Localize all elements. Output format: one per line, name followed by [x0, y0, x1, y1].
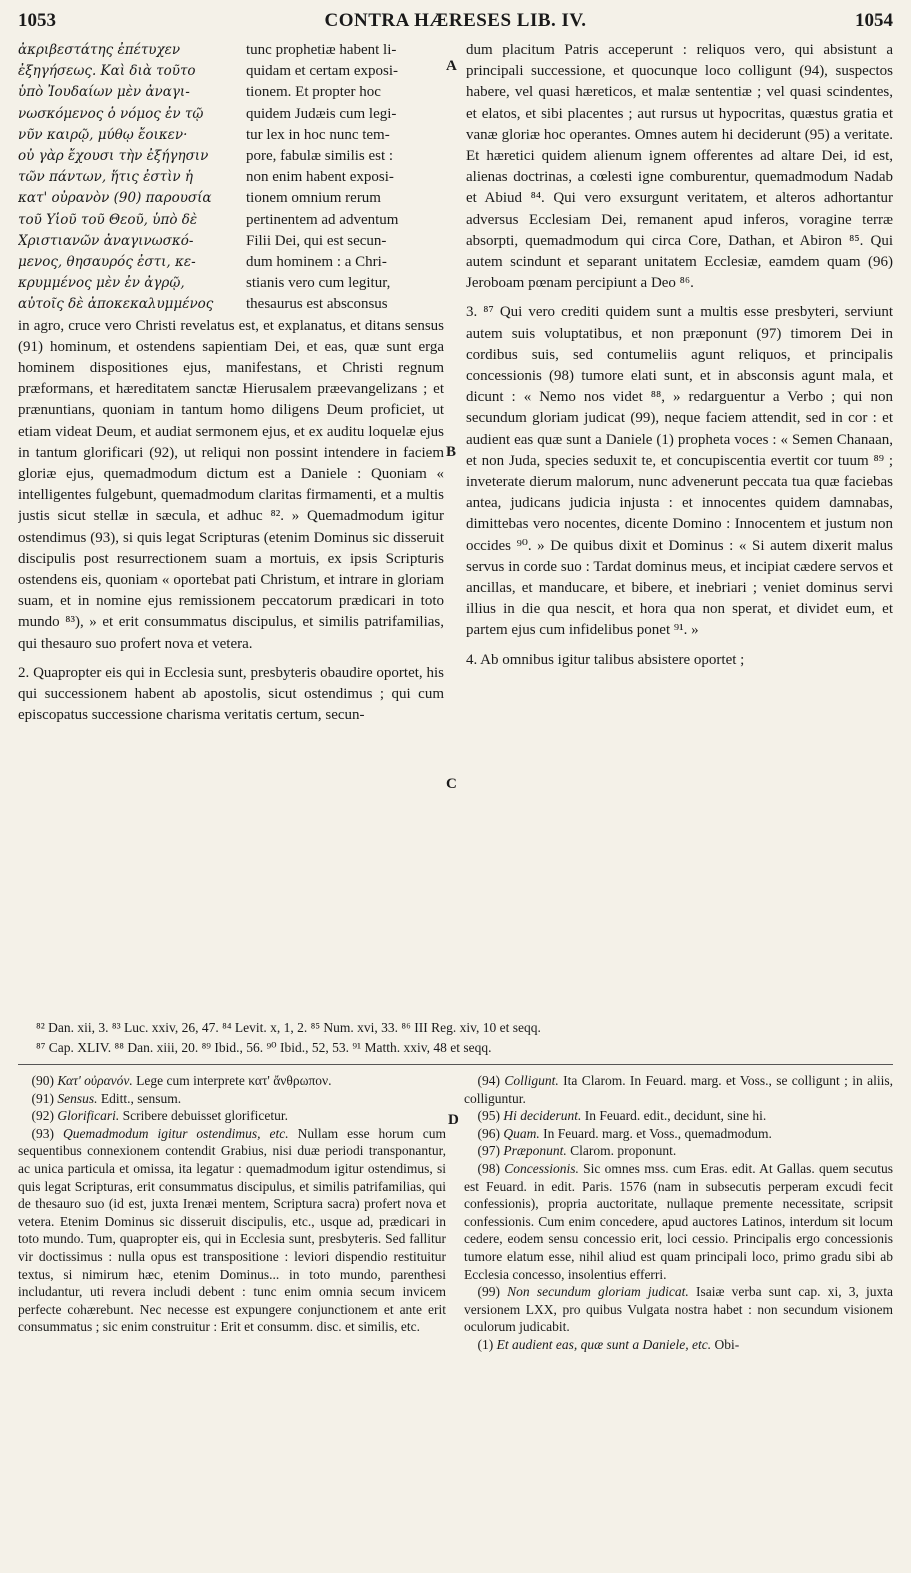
- latin-line: tionem omnium rerum: [246, 190, 381, 207]
- footnote-text: Ita Clarom. In Feuard. marg. et Voss., se colligunt ; in aliis, colliguntur.: [464, 1073, 893, 1106]
- margin-letter-b: B: [446, 444, 457, 460]
- latin-version: [246, 40, 444, 316]
- latin-line: tur lex in hoc nunc tem-: [246, 126, 390, 143]
- right-paragraph-3: 4. Ab omnibus igitur talibus absistere oportet ;: [466, 651, 745, 668]
- footnote-text: Clarom. proponunt.: [570, 1143, 677, 1159]
- footnote-lemma: Colligunt.: [504, 1073, 559, 1088]
- footnote-lemma: Glorificari.: [57, 1108, 120, 1124]
- footnote: [464, 1283, 893, 1336]
- latin-line: thesaurus est absconsus: [246, 296, 388, 313]
- left-column: [18, 40, 444, 1012]
- left-paragraph-1: in agro, cruce vero Christi revelatus est, et explanatus, et ditans sensus (91) hominum, et ostendens sapientiam Dei, et eas, quæ sunt erga hominem dispositiones ejus, manifestans, et Christi regnum præformans, et hæreditatem sanctæ Hierusalem præevangelizans ; et prænuntians, quoniam in tantum homo diligens Deum proficiet, ut etiam videat Deum, et audiat sermonem ejus, et ex auditu loquelæ ejus in tantum glorificari (92), ut reliqui non possint intendere in faciem gloriæ ejus, quemadmodum dictum est a Daniele : Quoniam « intelligentes fulgebunt, quemadmodum claritas firmamenti, et a multis justis sicut stellæ in sæcula, et adhuc ⁸². » Quemadmodum igitur ostendimus (93), si quis legat Scripturas (etenim Dominus sic disseruit discipulis post resurrectionem suam a mortuis, ex ipsis Scripturis ostendens eis, quoniam « oportebat pati Christum, et intrare in gloriam suam, et in nomine ejus remissionem peccatorum prædicari in toto mundo ⁸³), » et erit consummatus discipulus, et similis patrifamilias, qui thesauro suo profert nova et vetera.: [18, 317, 444, 652]
- greek-line: ἐξηγήσεως. Καὶ διὰ τοῦτο: [18, 63, 196, 80]
- right-paragraph-2: 3. ⁸⁷ Qui vero crediti quidem sunt a multis esse presbyteri, serviunt autem suis voluptatibus, et non præponunt (97) timorem Dei in cordibus suis, sed contumeliis agunt reliquos, et principalis concessionis (98) tumore elati sunt, et in absconsis agunt mala, et dicunt : « Nemo nos videt ⁸⁸, » redarguentur a Verbo ; qui non secundum gloriam judicat (99), neque faciem attendit, sed in cor : et audient eas quæ sunt a Daniele (1) propheta voces : « Semen Chanaan, et non Juda, species seduxit te, et concupiscentia evertit cor tuum ⁸⁹ ; inveterate dierum malorum, nunc advenerunt peccata tua quæ faciebas antea, judicans judicia injusta : et innocentes quidem damnabas, dimittebas vero nocentes, dicente Domino : Innocentem et justum non occides ⁹⁰. » De quibus dixit et Dominus : « Si autem dixerit malus servus in corde suo : Tardat dominus meus, et incipiat cædere servos et ancillas, et manducare, et bibere, et inebriari ; veniet dominus servi illius in die qua nescit, et hora qua non sperat, et dividet eum, et partem ejus cum infidelibus ponet ⁹¹. »: [466, 304, 893, 639]
- running-title: CONTRA HÆRESES LIB. IV.: [324, 10, 587, 31]
- footnote-number: (90): [31, 1073, 54, 1088]
- right-paragraph-1: dum placitum Patris acceperunt : reliquos vero, qui absistunt a principali successione, et quocunque loco colligunt (94), suspectos habere, vel quasi hæreticos, et malæ sententiæ ; vel quasi scindentes, et elatos, et sibi placentes ; aut rursus ut hypocritas, quæstus gratia et vanæ gloriæ hoc operantes. Omnes autem hi deciderunt (95) a veritate. Et hæretici quidem alienum ignem offerentes ad altare Dei, id est, alienas doctrinas, a cœlesti igne comburentur, quemadmodum Nadab et Abiud ⁸⁴. Qui vero exsurgunt veritatem, et alteros adhortantur adversus Ecclesiam Dei, remanent apud inferos, voragine terræ absorpti, quemadmodum qui circa Core, Dathan, et Abiron ⁸⁵. Qui autem scindunt et separant unitatem Ecclesiæ, eamdem quam (96) Jeroboam pœnam percipiunt a Deo ⁸⁶.: [466, 42, 893, 292]
- footnote: [464, 1072, 893, 1107]
- greek-text: [18, 40, 240, 316]
- footnotes-right-column: [464, 1072, 893, 1567]
- greek-line: μενος, θησαυρός ἐστι, κε-: [18, 254, 196, 271]
- footnote-number: (93): [31, 1125, 54, 1141]
- footnote-lemma: Non secundum gloriam judicat.: [507, 1284, 689, 1300]
- footnote-number: (92): [31, 1108, 54, 1124]
- footnote-text: Editt., sensum.: [100, 1090, 182, 1106]
- footnote-lemma: Concessionis.: [504, 1160, 579, 1176]
- footnote-text: Sic omnes mss. cum Eras. edit. At Gallas. quem secutus est Feuard. in edit. Paris. 1576 (nam in subsecutis perperam excudi fecit confessionis), propria auctoritate, nullaque premente necessitate, scripsit confessionis. Cum enim concedere, apud auctores Latinos, interdum sit locum cedere, eodem sensu concessio erit, loci cessio. Principalis ergo concessionis tumore elatum esse, nihil aliud est quam principali loco, primo gradu sibi ab Ecclesia concesso, insolentius efferri.: [464, 1160, 893, 1282]
- footnote-divider: [18, 1064, 893, 1065]
- footnote-text: Lege cum interprete κατ' ἄνθρωπον.: [136, 1073, 332, 1088]
- greek-line: Χριστιανῶν ἀναγινωσκό-: [18, 232, 194, 249]
- footnote: [18, 1107, 446, 1125]
- footnote-text: Isaiæ verba sunt cap. xi, 3, juxta versionem LXX, pro quibus Vulgata nostra habet : non secundum visionem oculorum judicabit.: [464, 1284, 893, 1335]
- footnote-lemma: Præponunt.: [503, 1143, 567, 1159]
- footnote-text: In Feuard. edit., decidunt, sine hi.: [584, 1108, 767, 1124]
- reference-line: ⁸² Dan. xii, 3. ⁸³ Luc. xxiv, 26, 47. ⁸⁴ Levit. x, 1, 2. ⁸⁵ Num. xvi, 33. ⁸⁶ III Reg. xiv, 10 et seqq.: [36, 1020, 541, 1035]
- footnote-number: (98): [477, 1160, 500, 1176]
- latin-line: non enim habent exposi-: [246, 169, 394, 186]
- margin-letter-a: A: [446, 58, 457, 74]
- latin-line: tunc prophetiæ habent li-: [246, 42, 397, 58]
- bilingual-block: [18, 40, 444, 316]
- footnote: [464, 1160, 893, 1283]
- footnote-number: (91): [31, 1090, 54, 1106]
- greek-line: νῦν καιρῷ, μύθῳ ἔοικεν·: [18, 126, 188, 143]
- scripture-references: [36, 1018, 896, 1058]
- footnote-number: (99): [477, 1284, 500, 1300]
- latin-line: Filii Dei, qui est secun-: [246, 232, 387, 249]
- footnote-lemma: Quam.: [503, 1125, 540, 1141]
- latin-line: stianis vero cum legitur,: [246, 275, 391, 292]
- page-number-left: 1053: [18, 10, 56, 31]
- left-paragraph-2: 2. Quapropter eis qui in Ecclesia sunt, presbyteris obaudire oportet, his qui successionem habent ab apostolis, sicut ostendimus ; qui cum episcopatus successione charisma veritatis certum, secun-: [18, 664, 444, 724]
- greek-line: νωσκόμενος ὁ νόμος ἐν τῷ: [18, 105, 204, 122]
- footnote: [18, 1072, 446, 1090]
- footnote: [18, 1090, 446, 1108]
- greek-line: ὑπὸ Ἰουδαίων μὲν ἀναγι-: [18, 84, 190, 101]
- greek-line: κρυμμένος μὲν ἐν ἀγρῷ,: [18, 275, 185, 292]
- greek-line: τοῦ Υἱοῦ τοῦ Θεοῦ, ὑπὸ δὲ: [18, 211, 198, 228]
- greek-line: τῶν πάντων, ἥτις ἐστὶν ἡ: [18, 169, 193, 186]
- footnote-text: Obi-: [714, 1336, 740, 1352]
- latin-line: quidem Judæis cum legi-: [246, 105, 397, 122]
- footnote-lemma: Sensus.: [57, 1090, 98, 1106]
- latin-line: tionem. Et propter hoc: [246, 84, 381, 101]
- footnote-number: (94): [477, 1073, 500, 1088]
- footnote-lemma: Quemadmodum igitur ostendimus, etc.: [62, 1125, 289, 1141]
- footnote-number: (1): [477, 1336, 494, 1352]
- footnote-number: (96): [477, 1125, 500, 1141]
- footnotes: [18, 1072, 893, 1567]
- footnote: [18, 1125, 446, 1336]
- footnote-text: In Feuard. marg. et Voss., quemadmodum.: [543, 1125, 772, 1141]
- footnote-lemma: Hi deciderunt.: [503, 1108, 582, 1124]
- footnote: [464, 1336, 893, 1354]
- running-header: [18, 6, 893, 34]
- main-text: [18, 40, 893, 1012]
- footnotes-left-column: [18, 1072, 446, 1567]
- greek-line: ἀκριβεστάτης ἐπέτυχεν: [18, 42, 181, 58]
- page-number-right: 1054: [855, 10, 893, 31]
- latin-line: quidam et certam exposi-: [246, 63, 399, 80]
- greek-line: αὐτοῖς δὲ ἀποκεκαλυμμένος: [18, 296, 214, 313]
- footnote-number: (97): [477, 1143, 500, 1159]
- footnote-text: Nullam esse horum cum sequentibus connexionem contendit Grabius, nisi duæ periodi transponantur, ac unica particula et omissa, ita legatur : quemadmodum igitur ostendimus, si quis legat Scripturas, erit consummatus discipulus, et similis patrifamilias, qui de thesauro suo (id est, juxta Irenæi mentem, Scriptura sacra) profert nova et vetera. Etenim Dominus sic disseruit discipulis, etc., usque ad, prædicari in toto mundo. Tum, quapropter eis, qui in Ecclesia sunt, presbyteris. Sed fallitur vir doctissimus : nulla opus est transpositione : leviori dispendio restituitur textus, si nimirum hæc, etenim Dominus... in toto mundo, parenthesi includantur, uti revera includi debent : tunc enim omnia secum invicem perfecte cohærebunt. Nec necesse est expungere conjunctionem et ante erit consummatus ; sic enim construitur : Erit et consumm. disc. et similis, etc.: [18, 1125, 446, 1335]
- latin-line: dum hominem : a Chri-: [246, 254, 387, 271]
- footnote-lemma: Et audient eas, quæ sunt a Daniele, etc.: [496, 1336, 712, 1352]
- latin-line: pertinentem ad adventum: [246, 211, 399, 228]
- greek-line: οὐ γὰρ ἔχουσι τὴν ἐξήγησιν: [18, 148, 209, 165]
- reference-line: ⁸⁷ Cap. XLIV. ⁸⁸ Dan. xiii, 20. ⁸⁹ Ibid., 56. ⁹⁰ Ibid., 52, 53. ⁹¹ Matth. xxiv, 48 et seqq.: [36, 1040, 492, 1055]
- greek-line: κατ' οὐρανὸν (90) παρουσία: [18, 190, 212, 207]
- right-column: [466, 40, 893, 1012]
- footnote: [464, 1107, 893, 1125]
- footnote-text: Scribere debuisset glorificetur.: [122, 1108, 288, 1124]
- footnote: [464, 1125, 893, 1143]
- latin-line: pore, fabulæ similis est :: [246, 148, 394, 165]
- footnote: [464, 1142, 893, 1160]
- margin-letter-d: D: [448, 1112, 459, 1128]
- footnote-lemma: Κατ' οὐρανόν.: [57, 1073, 133, 1088]
- footnote-number: (95): [477, 1108, 500, 1124]
- margin-letter-c: C: [446, 776, 457, 792]
